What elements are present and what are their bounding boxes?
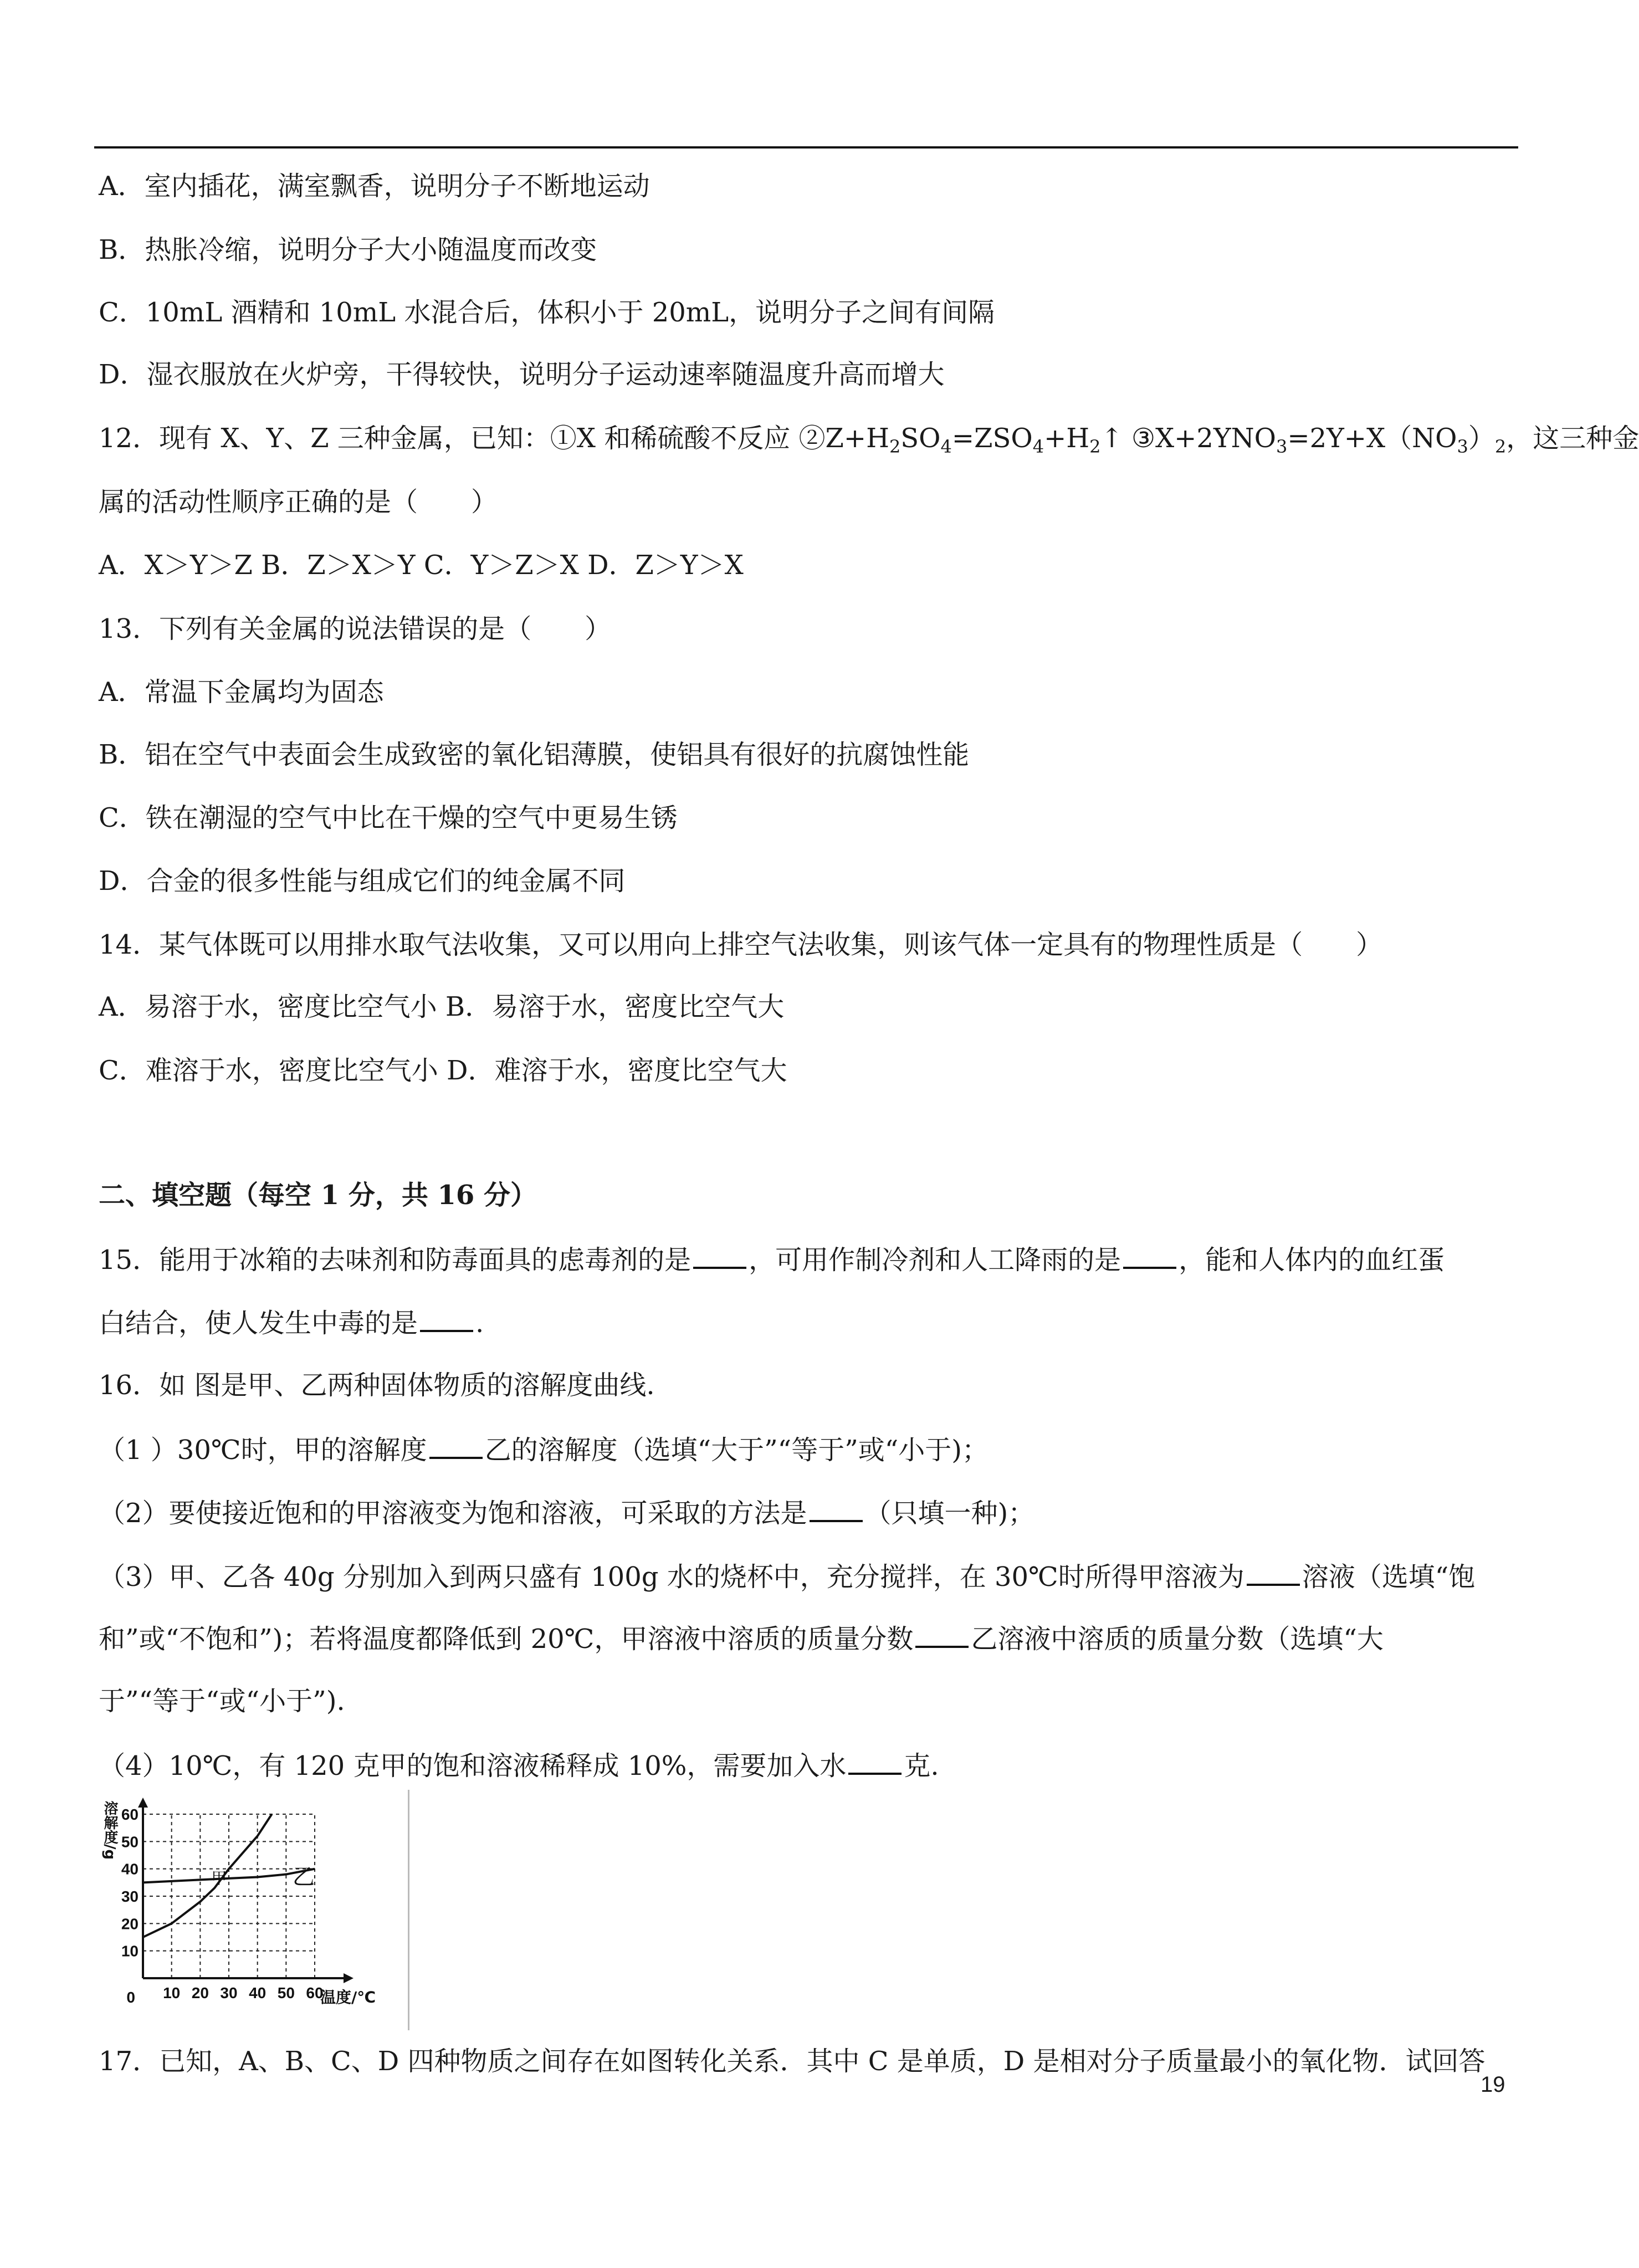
q17-stem: 17．已知，A、B、C、D 四种物质之间存在如图转化关系．其中 C 是单质，D 是相对分子质量最小的氧化物．试回答 [99, 2046, 1486, 2077]
y-axis-title: 溶解度/g [101, 1801, 118, 1860]
q11-option-d: D．湿衣服放在火炉旁，干得较快，说明分子运动速率随温度升高而增大 [99, 359, 945, 390]
q16-sub4: （4）10℃，有 120 克甲的饱和溶液稀释成 10%，需要加入水 克. [99, 1748, 939, 1783]
y-tick-label: 20 [121, 1915, 139, 1933]
x-tick-label: 10 [163, 1984, 181, 2001]
page-number: 19 [1481, 2072, 1505, 2097]
x-axis-title: 温度/℃ [320, 1988, 376, 2006]
answer-blank[interactable] [1247, 1559, 1300, 1586]
x-tick-label: 50 [277, 1984, 295, 2001]
q13-stem: 13．下列有关金属的说法错误的是（ ） [99, 613, 612, 644]
solubility-chart-svg [93, 1790, 408, 2030]
answer-blank[interactable] [1123, 1242, 1176, 1269]
q12-options: A．X＞Y＞Z B．Z＞X＞Y C．Y＞Z＞X D．Z＞Y＞X [99, 550, 744, 581]
y-tick-label: 40 [121, 1860, 139, 1878]
q13-option-a: A．常温下金属均为固态 [99, 677, 384, 708]
y-tick-label: 50 [121, 1833, 139, 1851]
section-title: 二、填空题（每空 1 分，共 16 分） [99, 1180, 537, 1211]
q16-stem: 16．如 图是甲、乙两种固体物质的溶解度曲线. [99, 1370, 655, 1401]
y-tick-label: 60 [121, 1806, 139, 1823]
q16-sub3: （3）甲、乙各 40g 分别加入到两只盛有 100g 水的烧杯中，充分搅拌，在 30℃时所得甲溶液为 溶液（选填“饱 [99, 1559, 1475, 1594]
q14-options-cd: C．难溶于水，密度比空气小 D．难溶于水，密度比空气大 [99, 1055, 787, 1086]
q13-option-b: B．铝在空气中表面会生成致密的氧化铝薄膜，使铝具有很好的抗腐蚀性能 [99, 739, 970, 770]
q16-sub3-line2: 和”或“不饱和”)；若将温度都降低到 20℃，甲溶液中溶质的质量分数 乙溶液中溶质的质量分数（选填“大 [99, 1621, 1384, 1656]
answer-blank[interactable] [693, 1242, 746, 1269]
q12-stem: 12．现有 X、Y、Z 三种金属，已知：①X 和稀硫酸不反应 $②Z+H_2SO_4=ZSO_4+H_2↑$ $③X+2YNO_3=2Y+X(NO_3)_2$，这三种金 [99, 423, 1639, 457]
q16-sub1: （1 ）30℃时，甲的溶解度 乙的溶解度（选填“大于”“等于”或“小于)； [99, 1432, 988, 1467]
x-tick-label: 60 [306, 1984, 324, 2001]
q11-option-c: C．10mL 酒精和 10mL 水混合后，体积小于 20mL，说明分子之间有间隔 [99, 297, 995, 328]
series-yi-label: 乙 [293, 1864, 315, 1890]
q14-options-ab: A．易溶于水，密度比空气小 B．易溶于水，密度比空气大 [99, 991, 785, 1022]
q15-stem-line2: 白结合，使人发生中毒的是 . [99, 1305, 484, 1340]
q14-stem: 14．某气体既可以用排水取气法收集，又可以用向上排空气法收集，则该气体一定具有的物理性质是（ ） [99, 929, 1383, 960]
q13-option-c: C．铁在潮湿的空气中比在干燥的空气中更易生锈 [99, 802, 678, 833]
q16-sub2: （2）要使接近饱和的甲溶液变为饱和溶液，可采取的方法是 （只填一种)； [99, 1496, 1034, 1530]
q12-stem-line2: 属的活动性顺序正确的是（ ） [99, 487, 498, 518]
answer-blank[interactable] [848, 1748, 902, 1775]
series-jia-label: 甲 [211, 1869, 227, 1888]
x-tick-label: 30 [220, 1984, 238, 2001]
origin-label: 0 [126, 1989, 135, 2006]
answer-blank[interactable] [915, 1621, 969, 1648]
q11-option-a: A．室内插花，满室飘香，说明分子不断地运动 [99, 171, 650, 202]
q13-option-d: D．合金的很多性能与组成它们的纯金属不同 [99, 866, 626, 897]
answer-blank[interactable] [420, 1305, 473, 1332]
q11-option-b: B．热胀冷缩，说明分子大小随温度而改变 [99, 234, 597, 265]
header-rule [94, 146, 1518, 149]
series-jia-line [143, 1814, 272, 1937]
y-tick-label: 30 [121, 1888, 139, 1905]
q15-stem: 15．能用于冰箱的去味剂和防毒面具的虑毒剂的是 ，可用作制冷剂和人工降雨的是 ，能和人体内的血红蛋 [99, 1242, 1445, 1277]
answer-blank[interactable] [429, 1432, 483, 1459]
q16-sub3-line3: 于”“等于“或“小于”). [99, 1686, 345, 1717]
solubility-chart [93, 1790, 409, 2030]
x-tick-label: 20 [191, 1984, 209, 2001]
x-tick-label: 40 [249, 1984, 267, 2001]
y-axis-arrow [138, 1798, 148, 1808]
x-axis-arrow [344, 1973, 354, 1983]
y-tick-label: 10 [121, 1942, 139, 1960]
answer-blank[interactable] [810, 1496, 863, 1522]
